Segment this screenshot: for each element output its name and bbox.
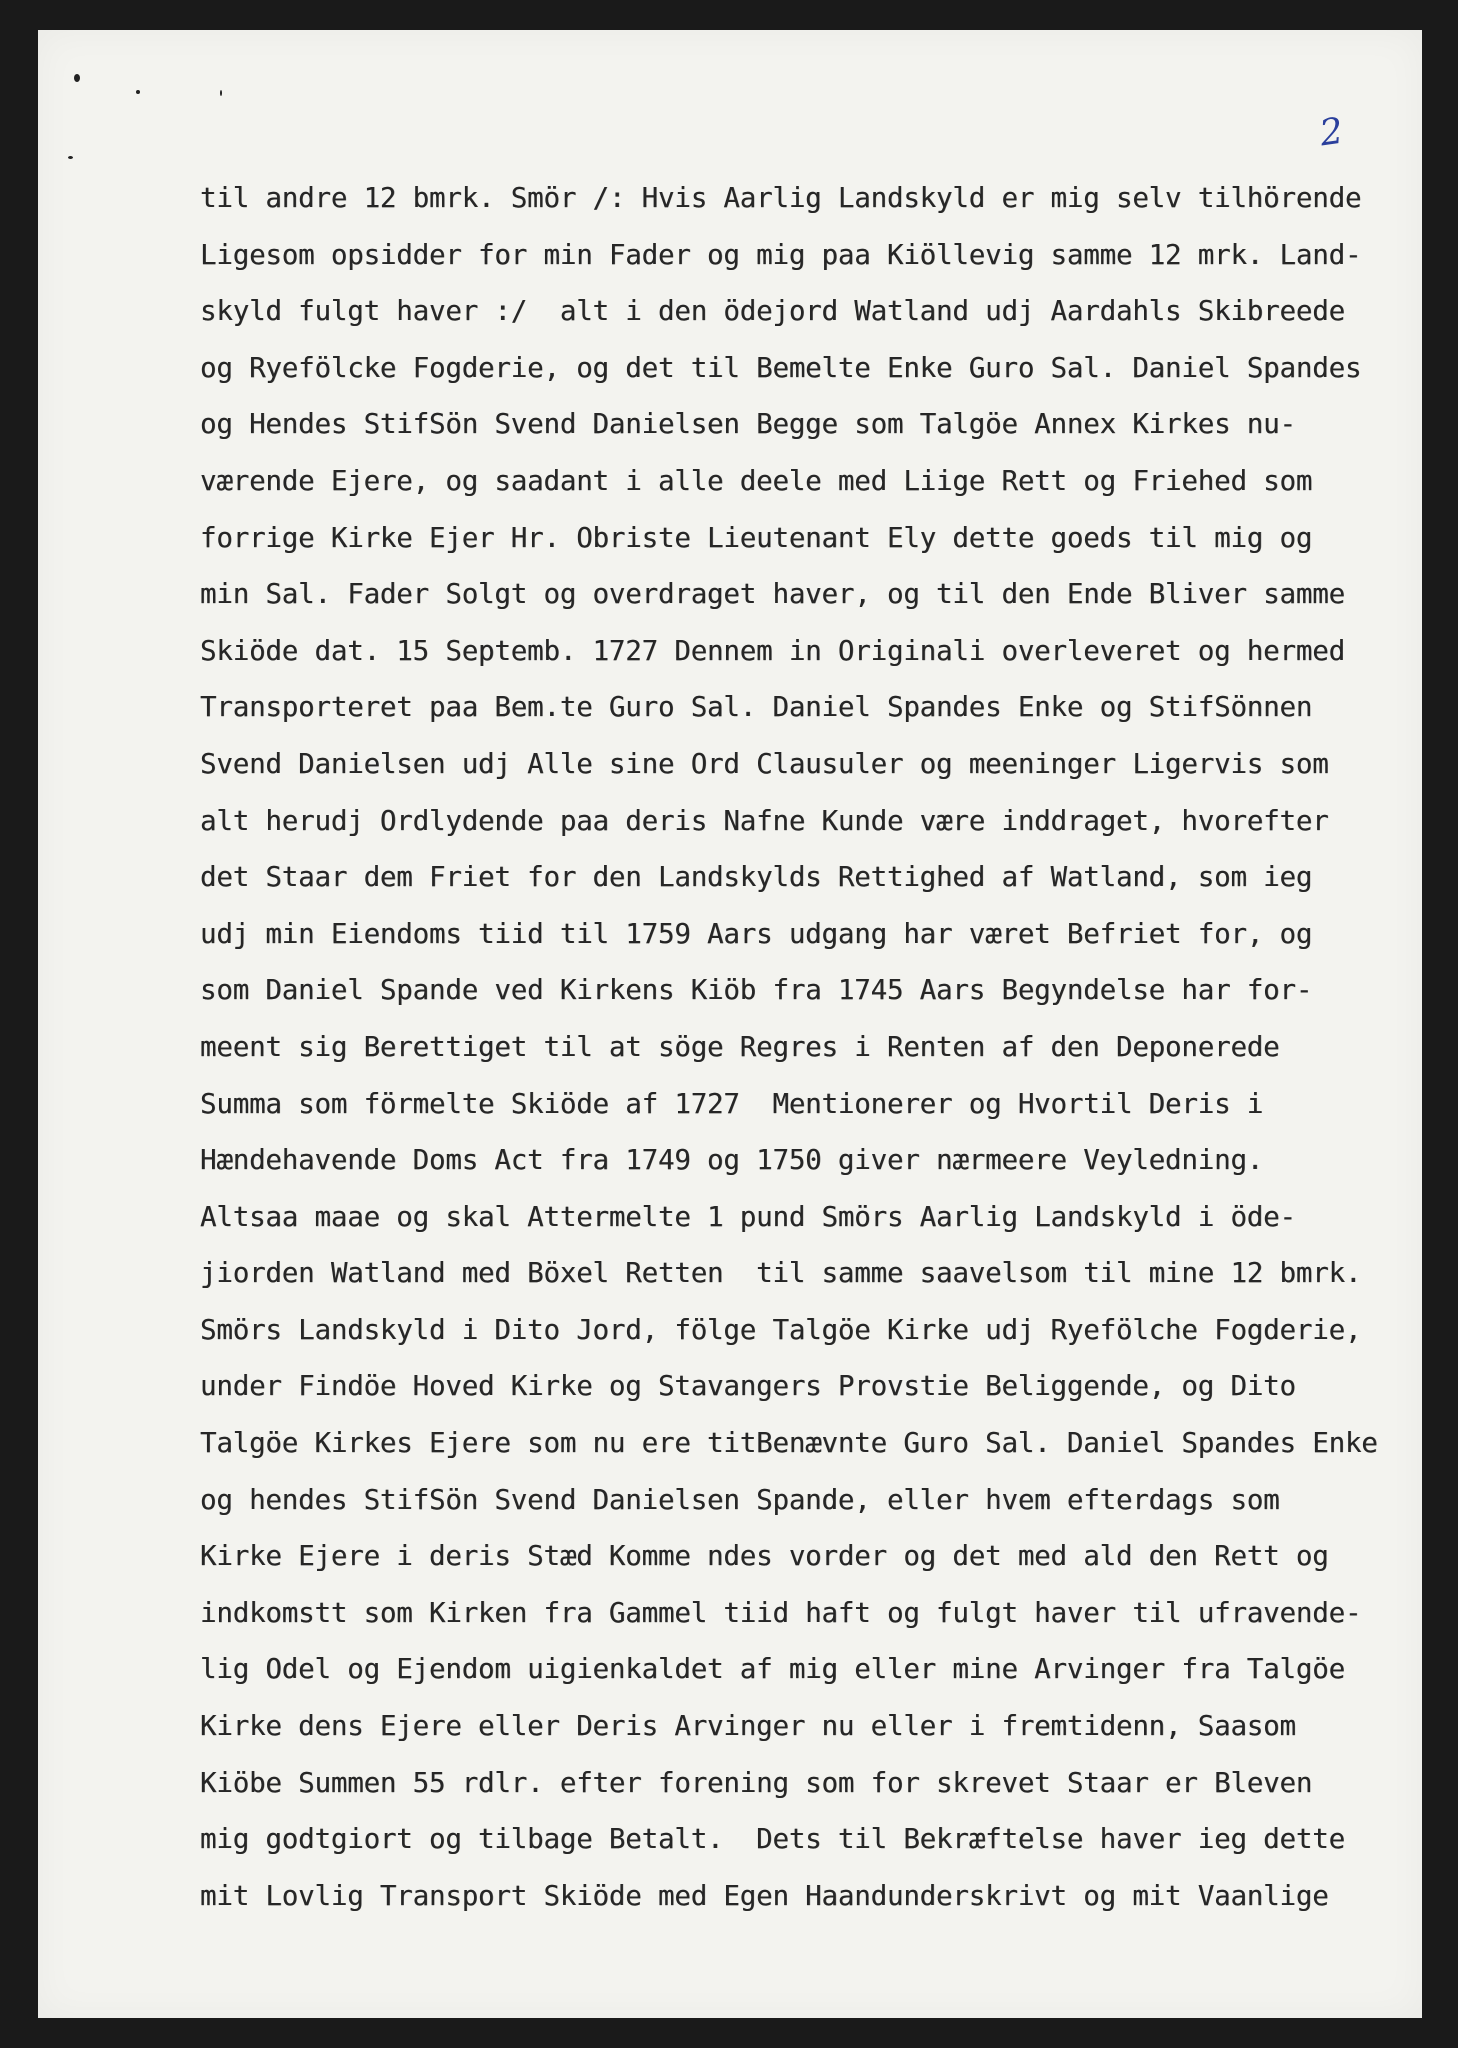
text-line: Summa som förmelte Skiöde af 1727 Mentionerer og Hvortil Deris i: [200, 1087, 1264, 1120]
page-number: 2: [1317, 110, 1346, 155]
text-line: Ligesom opsidder for min Fader og mig paa Kiöllevig samme 12 mrk. Land-: [200, 238, 1362, 271]
text-line: alt herudj Ordlydende paa deris Nafne Kunde være inddraget, hvorefter: [200, 804, 1329, 837]
text-line: Kirke Ejere i deris Stæd Komme ndes vorder og det med ald den Rett og: [200, 1540, 1329, 1573]
text-line: skyld fulgt haver :/ alt i den ödejord Watland udj Aardahls Skibreede: [200, 295, 1345, 328]
text-line: min Sal. Fader Solgt og overdraget haver, og til den Ende Bliver samme: [200, 578, 1345, 611]
text-line: Kiöbe Summen 55 rdlr. efter forening som for skrevet Staar er Bleven: [200, 1766, 1313, 1799]
text-line: Transporteret paa Bem.te Guro Sal. Daniel Spandes Enke og StifSönnen: [200, 691, 1313, 724]
margin-speck: [68, 156, 73, 159]
text-line: og Ryefölcke Fogderie, og det til Bemelte Enke Guro Sal. Daniel Spandes: [200, 351, 1362, 384]
typewritten-text: [200, 170, 1420, 1924]
margin-speck: [74, 74, 80, 82]
text-line: forrige Kirke Ejer Hr. Obriste Lieutenant Ely dette goeds til mig og: [200, 521, 1313, 554]
text-line: og hendes StifSön Svend Danielsen Spande, eller hvem efterdags som: [200, 1483, 1280, 1516]
text-line: Talgöe Kirkes Ejere som nu ere titBenævnte Guro Sal. Daniel Spandes Enke: [200, 1427, 1378, 1460]
text-line: under Findöe Hoved Kirke og Stavangers Provstie Beliggende, og Dito: [200, 1370, 1296, 1403]
text-line: og Hendes StifSön Svend Danielsen Begge som Talgöe Annex Kirkes nu-: [200, 408, 1296, 441]
text-line: til andre 12 bmrk. Smör /: Hvis Aarlig Landskyld er mig selv tilhörende: [200, 182, 1362, 214]
text-line: som Daniel Spande ved Kirkens Kiöb fra 1745 Aars Begyndelse har for-: [200, 974, 1313, 1007]
text-line: meent sig Berettiget til at söge Regres i Renten af den Deponerede: [200, 1030, 1280, 1063]
text-line: jiorden Watland med Böxel Retten til samme saavelsom til mine 12 bmrk.: [200, 1257, 1362, 1290]
text-line: lig Odel og Ejendom uigienkaldet af mig eller mine Arvinger fra Talgöe: [200, 1653, 1345, 1686]
text-line: Smörs Landskyld i Dito Jord, fölge Talgöe Kirke udj Ryefölche Fogderie,: [200, 1313, 1362, 1346]
margin-speck: [136, 90, 140, 94]
text-line: Svend Danielsen udj Alle sine Ord Clausuler og meeninger Ligervis som: [200, 747, 1329, 780]
text-line: udj min Eiendoms tiid til 1759 Aars udgang har været Befriet for, og: [200, 917, 1313, 950]
text-line: det Staar dem Friet for den Landskylds Rettighed af Watland, som ieg: [200, 861, 1313, 894]
text-line: mit Lovlig Transport Skiöde med Egen Haandunderskrivt og mit Vaanlige: [200, 1879, 1329, 1912]
text-line: mig godtgiort og tilbage Betalt. Dets til Bekræftelse haver ieg dette: [200, 1823, 1345, 1856]
text-line: Skiöde dat. 15 Septemb. 1727 Dennem in Originali overleveret og hermed: [200, 634, 1345, 667]
text-line: Hændehavende Doms Act fra 1749 og 1750 giver nærmeere Veyledning.: [200, 1144, 1264, 1177]
text-line: indkomstt som Kirken fra Gammel tiid haft og fulgt haver til ufravende-: [200, 1596, 1362, 1629]
text-line: værende Ejere, og saadant i alle deele med Liige Rett og Friehed som: [200, 464, 1313, 497]
text-line: Altsaa maae og skal Attermelte 1 pund Smörs Aarlig Landskyld i öde-: [200, 1200, 1296, 1233]
margin-speck: [220, 90, 222, 96]
text-line: Kirke dens Ejere eller Deris Arvinger nu eller i fremtidenn, Saasom: [200, 1710, 1296, 1743]
